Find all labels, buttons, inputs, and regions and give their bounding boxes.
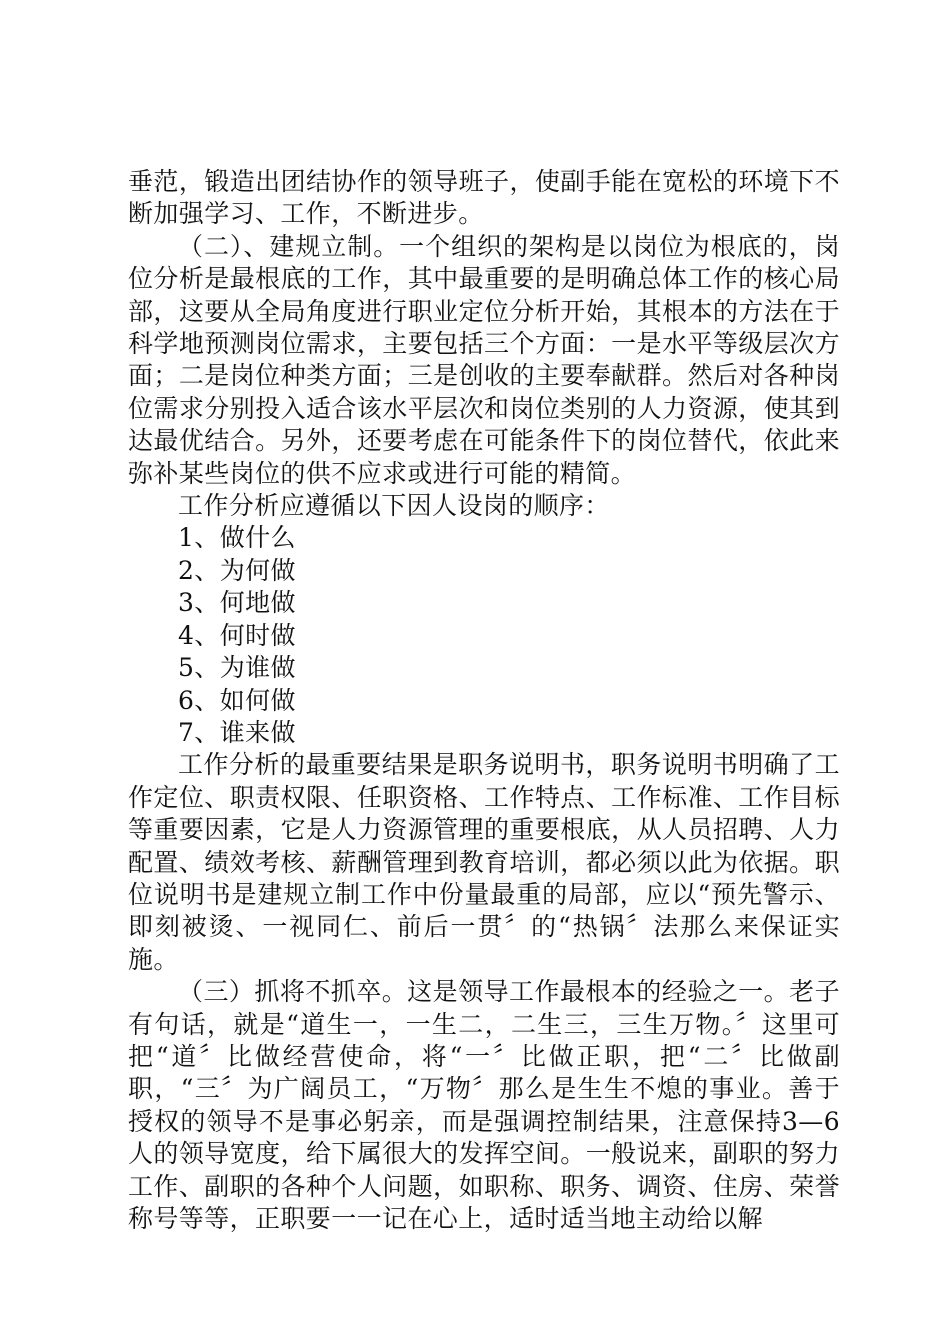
paragraph-section-three: （三）抓将不抓卒。这是领导工作最根本的经验之一。老子有句话，就是“道生一，一生二，二生三，三生万物。〞这里可把“道〞比做经营使命，将“一〞比做正职，把“二〞比做副职，“三〞为广阔员工，“万物〞那么是生生不熄的事业。善于授权的领导不是事必躬亲，而是强调控制结果，注意保持3—6人的领导宽度，给下属很大的发挥空间。一般说来，副职的努力工作、副职的各种个人问题，如职称、职务、调资、住房、荣誉称号等等，正职要一一记在心上，适时适当地主动给以解 [128, 977, 840, 1233]
list-item: 4、何时做 [178, 620, 296, 650]
paragraph-section-two: （二）、建规立制。一个组织的架构是以岗位为根底的，岗位分析是最根底的工作，其中最重要的是明确总体工作的核心局部，这要从全局角度进行职业定位分析开始，其根本的方法在于科学地预测岗位需求，主要包括三个方面：一是水平等级层次方面；二是岗位种类方面；三是创收的主要奉献群。然后对各种岗位需求分别投入适合该水平层次和岗位类别的人力资源，使其到达最优结合。另外，还要考虑在可能条件下的岗位替代，依此来弥补某些岗位的供不应求或进行可能的精简。 [128, 231, 840, 488]
list-item: 5、为谁做 [178, 653, 296, 683]
list-item: 3、何地做 [178, 588, 296, 618]
list-item: 7、谁来做 [178, 717, 296, 747]
list-item: 2、为何做 [178, 555, 296, 585]
paragraph-order-intro: 工作分析应遵循以下因人设岗的顺序： [178, 491, 610, 521]
list-item: 1、做什么 [178, 523, 296, 553]
list-item: 6、如何做 [178, 685, 296, 715]
paragraph-job-description: 工作分析的最重要结果是职务说明书，职务说明书明确了工作定位、职责权限、任职资格、工作特点、工作标准、工作目标等重要因素，它是人力资源管理的重要根底，从人员招聘、人力配置、绩效考核、薪酬管理到教育培训，都必须以此为依据。职位说明书是建规立制工作中份量最重的局部，应以“预先警示、即刻被烫、一视同仁、前后一贯〞的“热锅〞法那么来保证实施。 [128, 750, 840, 974]
paragraph-continuation: 垂范，锻造出团结协作的领导班子，使副手能在宽松的环境下不断加强学习、工作，不断进步。 [128, 167, 840, 229]
document-body [128, 166, 840, 1235]
